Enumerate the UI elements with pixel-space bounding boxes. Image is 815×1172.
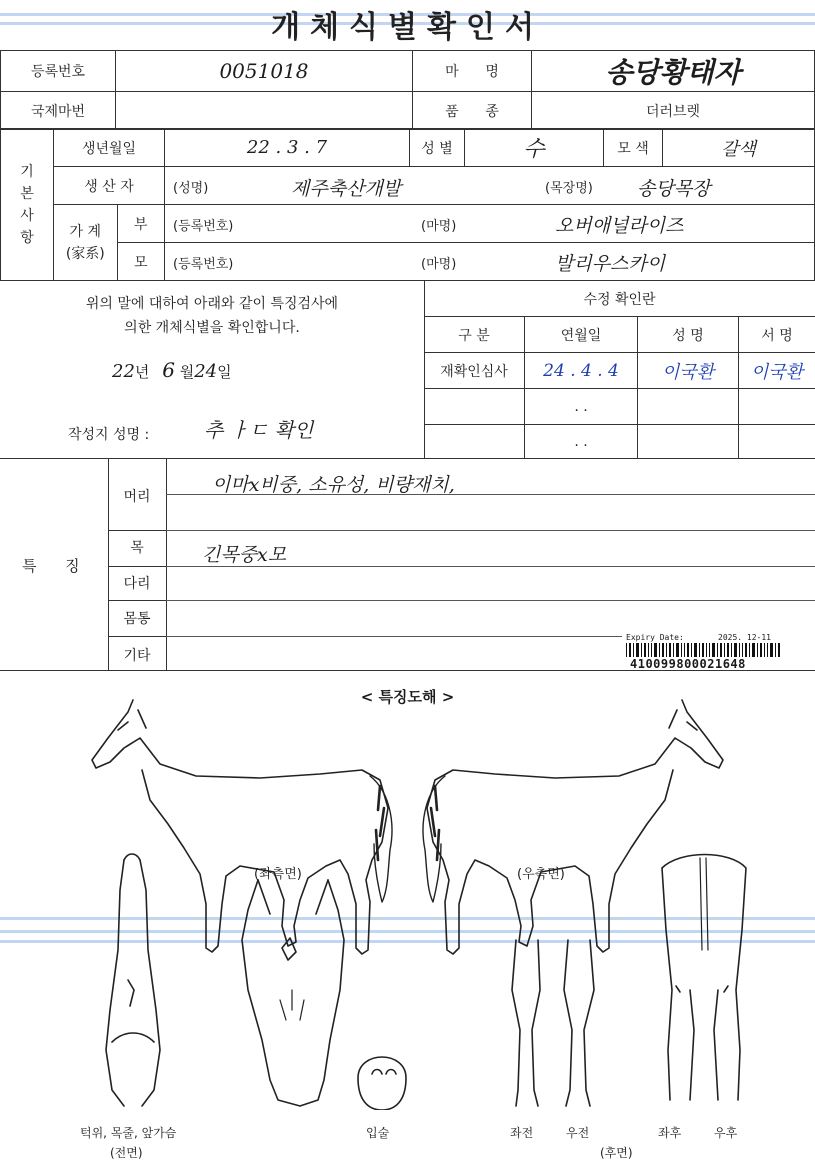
left-side-horse-icon xyxy=(92,700,392,954)
basic-section-char: 기 xyxy=(20,163,34,180)
statement-line-2: 의한 개체식별을 확인합니다. xyxy=(124,320,300,336)
right-side-caption: (우측면) xyxy=(517,867,565,882)
amend-date: 24 . 4 . 4 xyxy=(525,353,638,389)
feature-other-label: 기타 xyxy=(123,648,151,664)
farm-value: 송당목장 xyxy=(637,178,711,200)
sire-row xyxy=(165,205,815,243)
issue-date xyxy=(112,358,232,382)
right-front-caption: 우전 xyxy=(566,1126,590,1140)
amend-date: . . xyxy=(525,425,638,459)
header-table xyxy=(0,50,815,130)
birth-label: 생년월일 xyxy=(54,129,165,167)
feature-neck-value: 긴목중x모 xyxy=(202,544,287,566)
intl-no-value xyxy=(116,92,413,130)
registration-no-value: 0051018 xyxy=(116,51,413,92)
amend-col-sign: 서 명 xyxy=(739,317,815,353)
dam-label: 모 xyxy=(117,243,164,281)
feature-legs-label: 다리 xyxy=(123,576,151,592)
farm-label: (목장명) xyxy=(545,181,593,196)
amend-name xyxy=(638,389,739,425)
writing-line xyxy=(166,600,815,601)
muzzle-caption: 입술 xyxy=(366,1126,390,1140)
front-caption: 턱위, 목줄, 앞가슴 xyxy=(80,1126,177,1140)
rear-label: (후면) xyxy=(600,1146,633,1160)
sire-name-value: 오버애널라이즈 xyxy=(555,215,684,237)
sire-reg-label: (등록번호) xyxy=(173,219,234,234)
barcode-expiry-value: 2025. 12-11 xyxy=(718,633,771,642)
issue-day-unit: 일 xyxy=(217,363,232,381)
amend-table xyxy=(424,316,815,459)
barcode-expiry-label: Expiry Date: xyxy=(626,633,684,642)
divider xyxy=(108,566,166,567)
front-label: (전면) xyxy=(110,1146,143,1160)
amend-type xyxy=(424,389,525,425)
issue-year-unit: 년 xyxy=(134,363,150,381)
breeder-label: 생 산 자 xyxy=(54,167,165,205)
amend-row xyxy=(424,425,815,459)
coat-value: 갈색 xyxy=(663,129,815,167)
dam-row xyxy=(165,243,815,281)
divider xyxy=(108,600,166,601)
amend-sign xyxy=(739,425,815,459)
amend-row xyxy=(424,389,815,425)
divider xyxy=(108,530,166,531)
horse-name-value: 송당황태자 xyxy=(532,51,815,92)
amend-date: . . xyxy=(525,389,638,425)
diagram-title: < 특징도해 > xyxy=(360,688,455,706)
basic-section-char: 사 xyxy=(20,207,34,224)
dam-name-label: (마명) xyxy=(421,257,457,272)
amend-col-type: 구 분 xyxy=(424,317,525,353)
left-front-caption: 좌전 xyxy=(510,1126,534,1140)
basic-section-label xyxy=(1,129,54,281)
lineage-label-text: 가 계 xyxy=(69,223,102,240)
dam-name-value: 발리우스카이 xyxy=(555,253,666,275)
amend-sign xyxy=(739,389,815,425)
author-signature: 추 ㅏㄷ 확인 xyxy=(204,418,314,442)
breeder-name-label: (성명) xyxy=(173,181,209,196)
writing-line xyxy=(166,530,815,531)
rear-view-icon xyxy=(662,855,746,1101)
muzzle-icon xyxy=(358,1057,406,1110)
divider xyxy=(108,636,166,637)
author-label: 작성지 성명 : xyxy=(68,427,150,443)
left-hind-caption: 좌후 xyxy=(658,1126,682,1140)
intl-no-label: 국제마번 xyxy=(1,92,116,130)
document-title: 개체식별확인서 xyxy=(271,10,544,45)
feature-head-label: 머리 xyxy=(123,489,151,505)
amend-col-name: 성 명 xyxy=(638,317,739,353)
breeder-row xyxy=(165,167,815,205)
front-chest-icon xyxy=(106,854,160,1106)
breed-value: 더러브렛 xyxy=(532,92,815,130)
issue-day: 24 xyxy=(194,361,218,382)
barcode-number: 410099800021648 xyxy=(630,657,746,671)
writing-line xyxy=(166,636,622,637)
basic-section-char: 항 xyxy=(20,229,34,246)
divider xyxy=(0,280,815,281)
amend-type xyxy=(424,425,525,459)
features-label: 특 징 xyxy=(22,557,80,575)
sire-name-label: (마명) xyxy=(421,219,457,234)
registration-no-label: 등록번호 xyxy=(1,51,116,92)
sex-label: 성 별 xyxy=(410,129,465,167)
right-hind-caption: 우후 xyxy=(714,1126,738,1140)
amend-row xyxy=(424,353,815,389)
feature-head-value: 이마x비중, 소유성, 비량재치, xyxy=(212,474,455,496)
issue-month: 6 xyxy=(162,358,175,382)
issue-year: 22 xyxy=(112,361,135,382)
lineage-label xyxy=(54,205,118,281)
lineage-hanja: (家系) xyxy=(65,245,105,262)
amend-sign: 이국환 xyxy=(739,353,815,389)
issue-month-unit: 월 xyxy=(179,363,195,381)
statement-line-1: 위의 말에 대하여 아래와 같이 특징검사에 xyxy=(85,296,339,312)
breed-label: 품 종 xyxy=(413,92,532,130)
dam-reg-label: (등록번호) xyxy=(173,257,234,272)
amend-col-date: 연월일 xyxy=(525,317,638,353)
divider xyxy=(166,458,167,670)
feature-body-label: 몸통 xyxy=(123,611,151,627)
head-front-icon xyxy=(242,880,344,1106)
right-side-horse-icon xyxy=(423,700,723,954)
basic-info-table xyxy=(0,128,815,281)
amend-name xyxy=(638,425,739,459)
horse-name-label: 마 명 xyxy=(413,51,532,92)
amend-title: 수정 확인란 xyxy=(583,292,656,308)
breeder-name-value: 제주축산개발 xyxy=(291,178,402,200)
left-side-caption: (좌측면) xyxy=(254,867,302,882)
feature-neck-label: 목 xyxy=(130,540,144,556)
amend-type: 재확인심사 xyxy=(424,353,525,389)
coat-label: 모 색 xyxy=(604,129,663,167)
sire-label: 부 xyxy=(117,205,164,243)
sex-value: 수 xyxy=(465,129,604,167)
basic-section-char: 본 xyxy=(20,185,34,202)
barcode-label xyxy=(624,633,784,677)
front-legs-icon xyxy=(512,940,594,1106)
birth-value: 22 . 3 . 7 xyxy=(165,129,410,167)
amend-name: 이국환 xyxy=(638,353,739,389)
barcode-icon xyxy=(624,643,782,657)
horse-diagram xyxy=(0,690,815,1110)
